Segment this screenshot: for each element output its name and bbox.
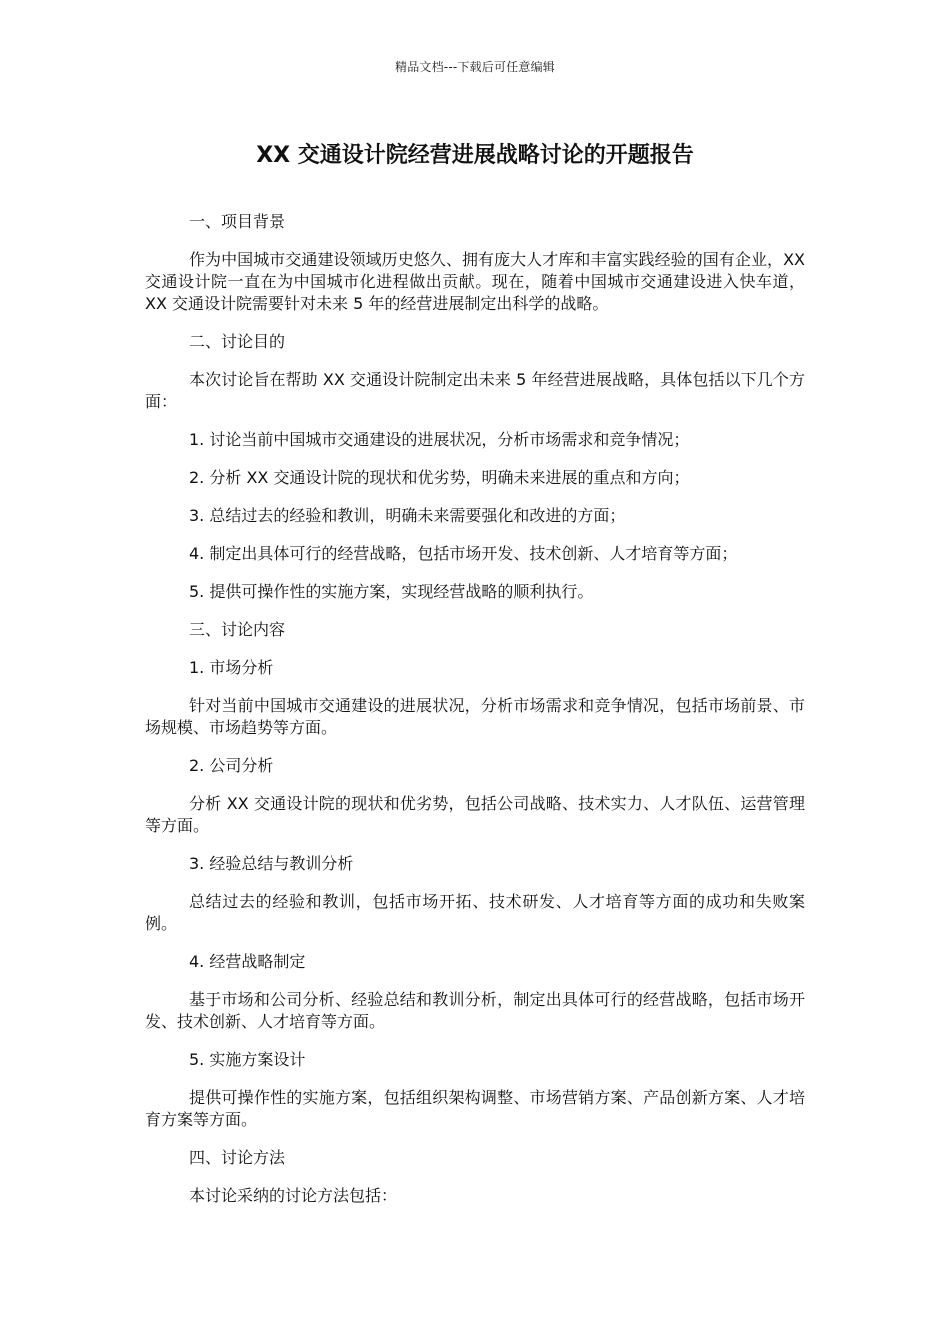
paragraph-methods: 本讨论采纳的讨论方法包括：: [189, 1186, 398, 1205]
list-item-purpose-5: 5. 提供可操作性的实施方案，实现经营战略的顺利执行。: [189, 582, 594, 601]
paragraph-experience-summary: 总结过去的经验和教训，包括市场开拓、技术研发、人才培育等方面的成功和失败案例。: [145, 892, 805, 933]
section-heading-methods: 四、讨论方法: [189, 1148, 286, 1167]
subheading-market-analysis: 1. 市场分析: [189, 658, 274, 677]
header-note: 精品文档---下载后可任意编辑: [395, 60, 555, 74]
document-body: [145, 211, 805, 1223]
list-item-purpose-3: 3. 总结过去的经验和教训，明确未来需要强化和改进的方面；: [189, 506, 626, 525]
paragraph-company-analysis: 分析 XX 交通设计院的现状和优劣势，包括公司战略、技术实力、人才队伍、运营管理等方面。: [145, 794, 805, 835]
paragraph-implementation-plan: 提供可操作性的实施方案，包括组织架构调整、市场营销方案、产品创新方案、人才培育方案等方面。: [145, 1088, 805, 1129]
subheading-company-analysis: 2. 公司分析: [189, 756, 274, 775]
paragraph-strategy-formulation: 基于市场和公司分析、经验总结和教训分析，制定出具体可行的经营战略，包括市场开发、技术创新、人才培育等方面。: [145, 990, 805, 1031]
list-item-purpose-1: 1. 讨论当前中国城市交通建设的进展状况，分析市场需求和竞争情况；: [189, 430, 690, 449]
section-heading-content: 三、讨论内容: [189, 620, 286, 639]
list-item-purpose-4: 4. 制定出具体可行的经营战略，包括市场开发、技术创新、人才培育等方面；: [189, 544, 738, 563]
paragraph-purpose: 本次讨论旨在帮助 XX 交通设计院制定出未来 5 年经营进展战略，具体包括以下几个方面：: [145, 370, 805, 411]
document-title: XX 交通设计院经营进展战略讨论的开题报告: [256, 143, 694, 168]
paragraph-market-analysis: 针对当前中国城市交通建设的进展状况，分析市场需求和竞争情况，包括市场前景、市场规模、市场趋势等方面。: [145, 696, 805, 737]
subheading-implementation-plan: 5. 实施方案设计: [189, 1050, 306, 1069]
paragraph-background: 作为中国城市交通建设领域历史悠久、拥有庞大人才库和丰富实践经验的国有企业，XX 交通设计院一直在为中国城市化进程做出贡献。现在，随着中国城市交通建设进入快车道，XX 交通设计院需要针对未来 5 年的经营进展制定出科学的战略。: [145, 250, 805, 313]
list-item-purpose-2: 2. 分析 XX 交通设计院的现状和优劣势，明确未来进展的重点和方向；: [189, 468, 690, 487]
subheading-strategy-formulation: 4. 经营战略制定: [189, 952, 306, 971]
section-heading-background: 一、项目背景: [189, 212, 286, 231]
section-heading-purpose: 二、讨论目的: [189, 332, 286, 351]
subheading-experience-summary: 3. 经验总结与教训分析: [189, 854, 354, 873]
